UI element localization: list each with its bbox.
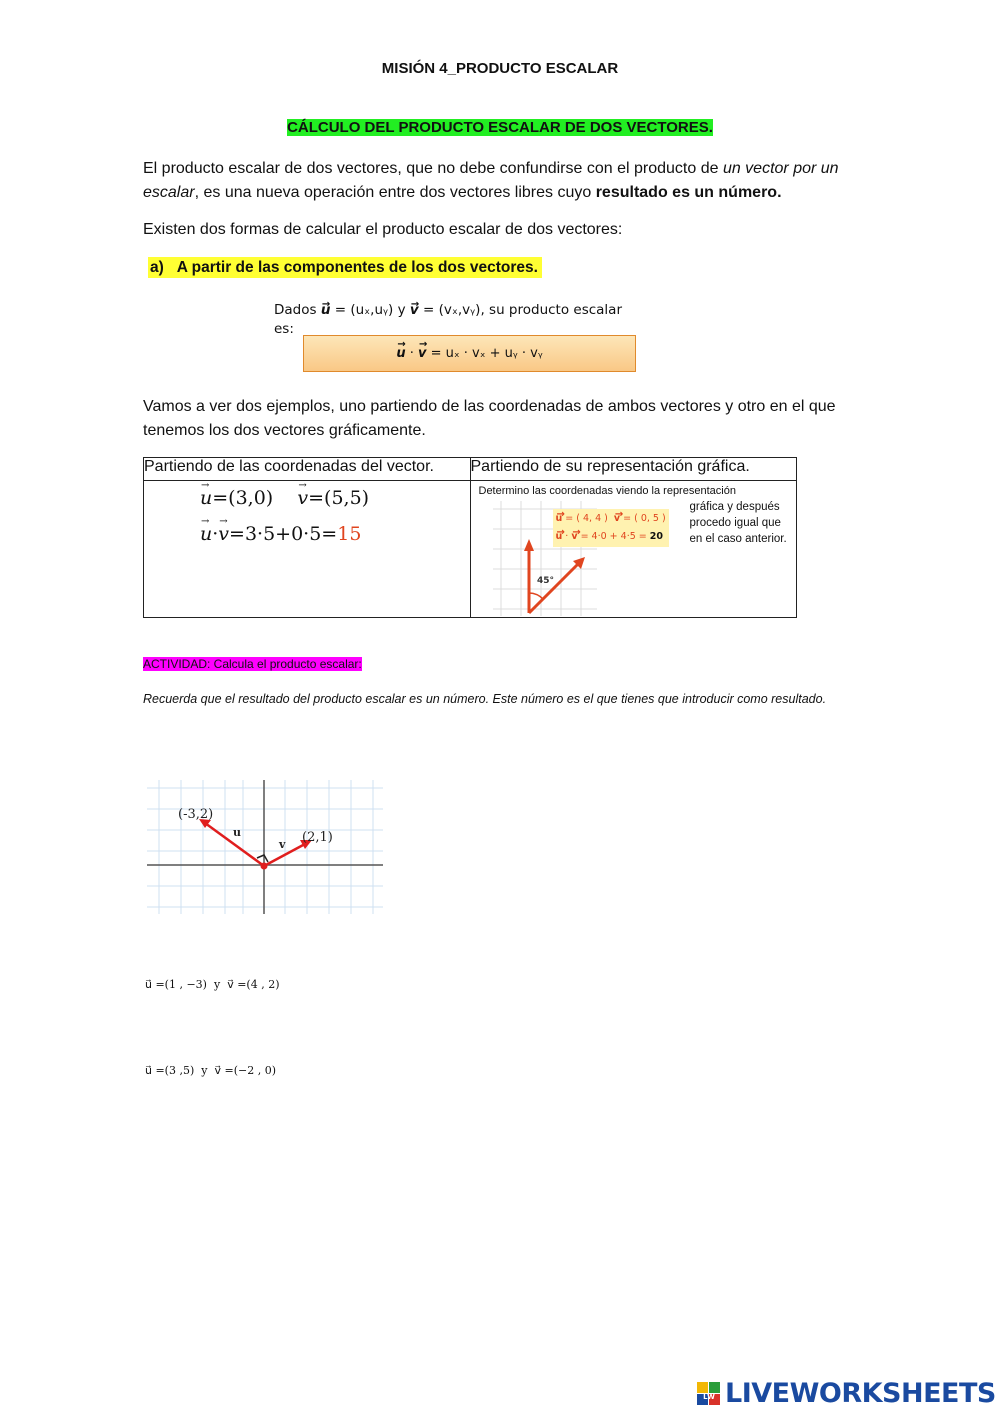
exercise-1: u⃗ =(1 , −3) y v⃗ =(4 , 2) [145,978,280,991]
example1-calculation: → u·→ v=3·5+0·5=15 [200,523,361,545]
recuerda-note: Recuerda que el resultado del producto escalar es un número. Este número es el que tienes que introducir como resultado. [143,692,827,706]
activity-graph [147,780,383,914]
section-subtitle: CÁLCULO DEL PRODUCTO ESCALAR DE DOS VECTORES. [287,119,713,136]
example2-description-2: gráfica y después procedo igual que en el caso anterior. [689,501,787,545]
table-header-graphic: Partiendo de su representación gráfica. [470,458,797,481]
examples-table [143,457,797,618]
example-graphic-cell [470,481,797,618]
liveworksheets-logo-text: LIVEWORKSHEETS [725,1378,996,1409]
liveworksheets-logo-icon [697,1382,721,1406]
definition-formula-box: → u · → v = uₓ · vₓ + uᵧ · vᵧ [303,335,636,372]
intro-paragraph: El producto escalar de dos vectores, que no debe confundirse con el producto de un vector por un escalar, es una nueva operación entre dos vectores libres cuyo resultado es un número. [143,160,839,201]
liveworksheets-logo [697,1378,996,1409]
v-point-label: (2,1) [302,830,333,845]
example1-vectors: → u=(3,0) → v=(5,5) [200,487,369,509]
exercise-2: u⃗ =(3 ,5) y v⃗ =(−2 , 0) [145,1064,276,1077]
u-name-label: u [233,826,241,839]
actividad-label: ACTIVIDAD: Calcula el producto escalar: [143,657,362,671]
example2-description-1: Determino las coordenadas viendo la representación [478,485,736,497]
angle-label: 45° [536,576,554,586]
page-title: MISIÓN 4_PRODUCTO ESCALAR [381,60,619,77]
vector-v-arrowhead [524,539,534,551]
section-a-heading: a) A partir de las componentes de los dos vectores. [148,256,868,280]
example2-formula-card: → u = ( 4, 4 ) → v = ( 0, 5 ) → u · → v = 4·0 + 4·5 = 20 [553,509,669,547]
table-header-coordinates: Partiendo de las coordenadas del vector. [144,458,471,481]
example-coordinates-cell [144,481,471,618]
u-point-label: (-3,2) [178,807,214,822]
forms-paragraph: Existen dos formas de calcular el producto escalar de dos vectores: [143,221,623,238]
examples-paragraph: Vamos a ver dos ejemplos, uno partiendo de las coordenadas de ambos vectores y otro en el que tenemos los dos vectores gráficamente. [143,398,836,439]
svg-text:LW: LW [703,1392,715,1401]
definition-text: Dados → u = (uₓ,uᵧ) y → v = (vₓ,vᵧ), su producto escalar es: [274,301,694,339]
v-name-label: v [279,838,286,851]
